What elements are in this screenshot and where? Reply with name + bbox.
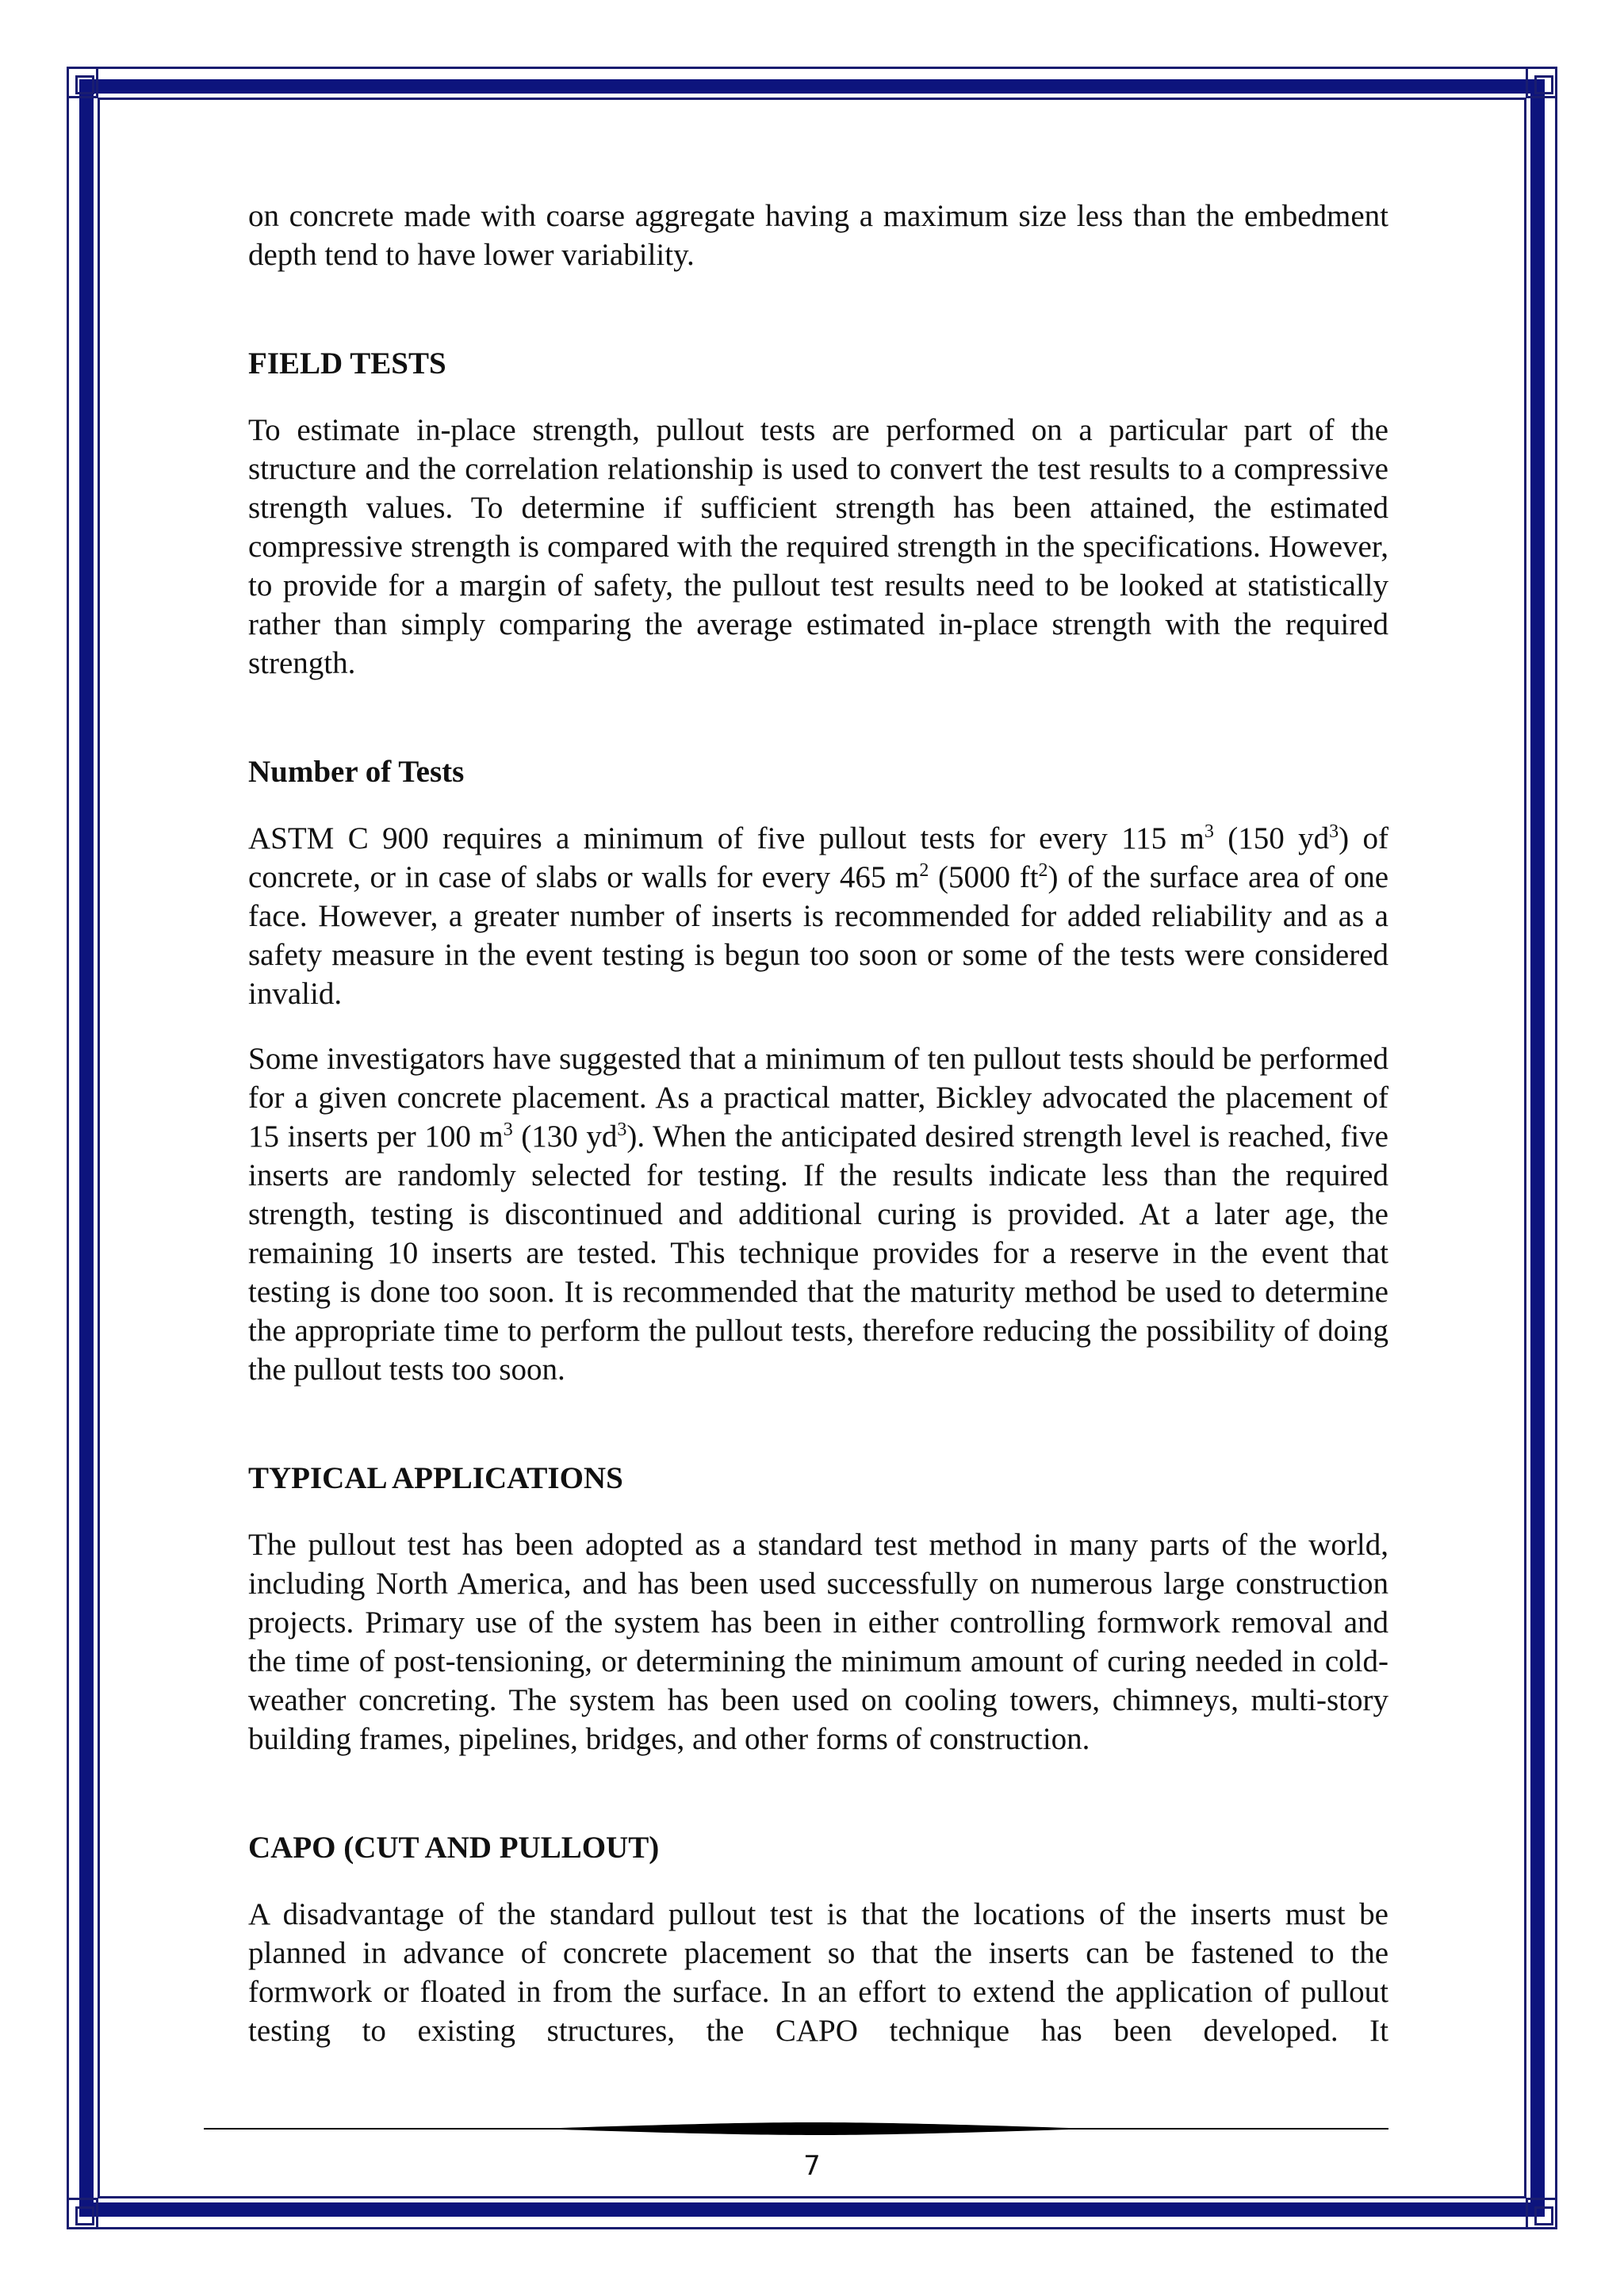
number-of-tests-paragraph-2 bbox=[248, 1039, 1388, 1389]
number-of-tests-paragraph-1 bbox=[248, 819, 1388, 1013]
capo-heading: CAPO (CUT AND PULLOUT) bbox=[248, 1831, 660, 1865]
paragraph-text: ) of concrete, or in case of slabs or walls for every 465 m bbox=[248, 821, 1388, 894]
paragraph-text: (150 yd bbox=[1213, 821, 1330, 855]
superscript: 3 bbox=[617, 1119, 627, 1140]
capo-paragraph: A disadvantage of the standard pullout test is that the locations of the inserts must be planned in advance of concrete placement so that the inserts can be fastened to the formwork or floated in from the surface. In an effort to extend the application of pullout testing to existing structures, the CAPO technique has been developed. It bbox=[248, 1897, 1388, 2048]
corner-ornament-top-left bbox=[67, 67, 98, 98]
corner-ornament-top-right bbox=[1526, 67, 1557, 98]
superscript: 3 bbox=[503, 1119, 513, 1140]
page-content bbox=[248, 197, 1388, 2050]
corner-ornament-bottom-right bbox=[1526, 2198, 1557, 2229]
superscript: 3 bbox=[1204, 821, 1214, 842]
corner-ornament-bottom-left bbox=[67, 2198, 98, 2229]
page-number: 7 bbox=[803, 2150, 821, 2182]
superscript: 2 bbox=[1038, 860, 1048, 881]
field-tests-paragraph: To estimate in-place strength, pullout tests are performed on a particular part of the structure and the correlation relationship is used to convert the test results to a compressive strength values. To determine if sufficient strength has been attained, the estimated compressive strength is compared with the required strength in the specifications. However, to provide for a margin of safety, the pullout test results need to be looked at statistically rather than simply comparing the average estimated in-place strength with the required strength. bbox=[248, 413, 1388, 680]
number-of-tests-heading: Number of Tests bbox=[248, 755, 465, 789]
typical-applications-paragraph: The pullout test has been adopted as a standard test method in many parts of the world, including North America, and has been used successfully on numerous large construction projects. Primary use of the system has been in either controlling formwork removal and the time of post-tensioning, or determining the minimum amount of curing needed in cold-weather concreting. The system has been used on cooling towers, chimneys, multi-story building frames, pipelines, bridges, and other forms of construction. bbox=[248, 1528, 1388, 1756]
superscript: 3 bbox=[1329, 821, 1339, 842]
paragraph-text: (5000 ft bbox=[929, 860, 1039, 894]
paragraph-text: ASTM C 900 requires a minimum of five pullout tests for every 115 m bbox=[248, 821, 1205, 855]
footer-rule bbox=[204, 2120, 1388, 2137]
superscript: 2 bbox=[919, 860, 929, 881]
paragraph-text: ). When the anticipated desired strength level is reached, five inserts are randomly selected for testing. If the results indicate less than the required strength, testing is discontinued and additional curing is provided. At a later age, the remaining 10 inserts are tested. This technique provides for a reserve in the event that testing is done too soon. It is recommended that the maturity method be used to determine the appropriate time to perform the pullout tests, therefore reducing the possibility of doing the pullout tests too soon. bbox=[248, 1119, 1388, 1387]
paragraph-text: Some investigators have suggested that a minimum of ten pullout tests should be performed for a given concrete placement. As a practical matter, Bickley advocated the placement of 15 inserts per 100 m bbox=[248, 1042, 1388, 1154]
paragraph-text: (130 yd bbox=[512, 1119, 618, 1154]
paragraph-text: ) of the surface area of one face. However, a greater number of inserts is recommended for added reliability and as a safety measure in the event testing is begun too soon or some of the tests were considered invalid. bbox=[248, 860, 1389, 1011]
typical-applications-heading: TYPICAL APPLICATIONS bbox=[248, 1461, 623, 1495]
intro-paragraph: on concrete made with coarse aggregate having a maximum size less than the embedment depth tend to have lower variability. bbox=[248, 199, 1388, 272]
field-tests-heading: FIELD TESTS bbox=[248, 346, 446, 381]
